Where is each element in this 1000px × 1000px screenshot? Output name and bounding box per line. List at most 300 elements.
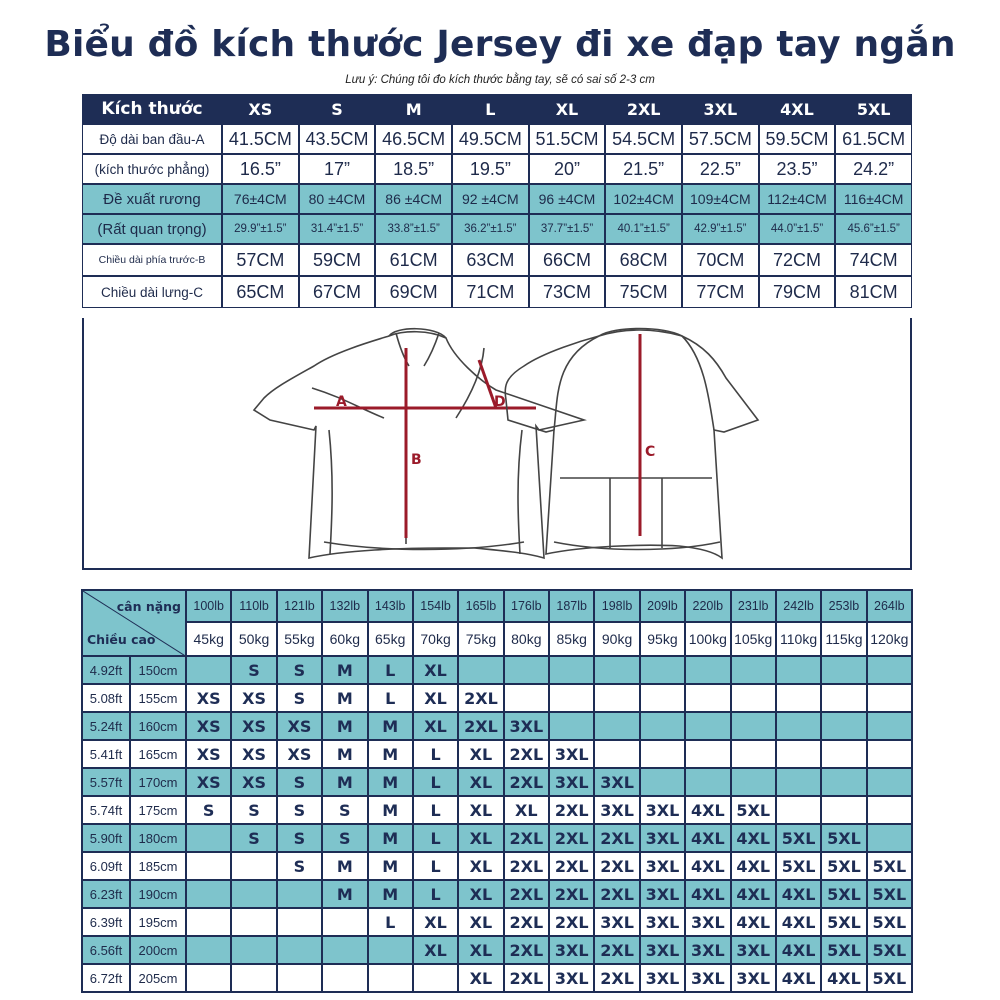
fit-size-cell: S: [277, 824, 322, 852]
fit-size-cell: [640, 656, 685, 684]
fit-size-cell: 2XL: [594, 852, 639, 880]
fit-size-cell: [277, 880, 322, 908]
size-cell: 68CM: [605, 244, 682, 276]
fit-size-cell: [685, 684, 730, 712]
size-cell: 79CM: [759, 276, 836, 308]
size-cell: 36.2”±1.5”: [452, 214, 529, 244]
size-cell: 19.5”: [452, 154, 529, 184]
size-cell: 74CM: [835, 244, 912, 276]
fit-size-cell: 2XL: [549, 880, 594, 908]
size-header-label: Kích thước: [82, 94, 222, 124]
fit-size-cell: L: [413, 796, 458, 824]
size-row-label: Đề xuất rương: [82, 184, 222, 214]
weight-kg-header: 110kg: [776, 622, 821, 656]
corner-height-label: Chiều cao: [87, 632, 156, 647]
size-cell: 92 ±4CM: [452, 184, 529, 214]
fit-size-cell: [549, 656, 594, 684]
size-cell: 59CM: [299, 244, 376, 276]
fit-size-cell: [821, 796, 866, 824]
weight-kg-header: 60kg: [322, 622, 367, 656]
height-cm-label: 190cm: [130, 880, 186, 908]
height-ft-label: 6.23ft: [82, 880, 130, 908]
height-cm-label: 205cm: [130, 964, 186, 992]
fit-size-cell: [231, 880, 276, 908]
fit-size-cell: [594, 740, 639, 768]
fit-size-cell: [776, 712, 821, 740]
fit-size-cell: 2XL: [594, 880, 639, 908]
fit-size-cell: [867, 712, 912, 740]
size-row-label: Chiều dài phía trước-B: [82, 244, 222, 276]
fit-size-cell: [231, 852, 276, 880]
fit-size-cell: [186, 880, 231, 908]
fit-size-cell: [413, 964, 458, 992]
front-side-panel-right: [518, 430, 522, 554]
fit-size-cell: [504, 656, 549, 684]
fit-size-cell: [186, 852, 231, 880]
size-cell: 109±4CM: [682, 184, 759, 214]
fit-size-cell: 3XL: [640, 880, 685, 908]
fit-size-cell: 4XL: [731, 852, 776, 880]
size-cell: 31.4”±1.5”: [299, 214, 376, 244]
fit-size-cell: 4XL: [731, 908, 776, 936]
fit-size-cell: S: [277, 768, 322, 796]
fit-size-cell: XL: [458, 936, 503, 964]
size-cell: 21.5”: [605, 154, 682, 184]
fit-size-cell: 2XL: [504, 880, 549, 908]
fit-size-cell: L: [368, 656, 413, 684]
fit-size-cell: [731, 684, 776, 712]
height-ft-label: 5.90ft: [82, 824, 130, 852]
fit-size-cell: [685, 768, 730, 796]
size-cell: 59.5CM: [759, 124, 836, 154]
fit-size-cell: M: [368, 712, 413, 740]
weight-kg-header: 50kg: [231, 622, 276, 656]
height-ft-label: 5.24ft: [82, 712, 130, 740]
size-cell: 17”: [299, 154, 376, 184]
fit-size-cell: 5XL: [821, 880, 866, 908]
jersey-diagram: [84, 318, 910, 568]
size-cell: 57CM: [222, 244, 299, 276]
fit-size-cell: M: [368, 880, 413, 908]
size-header-m: M: [375, 94, 452, 124]
fit-size-cell: XS: [231, 740, 276, 768]
fit-size-cell: [277, 936, 322, 964]
fit-size-cell: XS: [277, 712, 322, 740]
size-cell: 73CM: [529, 276, 606, 308]
fit-size-cell: L: [413, 880, 458, 908]
label-c: C: [645, 444, 656, 460]
fit-size-cell: 2XL: [549, 908, 594, 936]
height-ft-label: 4.92ft: [82, 656, 130, 684]
size-cell: 43.5CM: [299, 124, 376, 154]
fit-size-cell: [186, 824, 231, 852]
size-header-xl: XL: [529, 94, 606, 124]
fit-size-cell: [549, 712, 594, 740]
fit-size-cell: L: [368, 908, 413, 936]
weight-lb-header: 165lb: [458, 590, 503, 622]
fit-size-cell: [277, 908, 322, 936]
fit-size-cell: [322, 964, 367, 992]
size-cell: 42.9”±1.5”: [682, 214, 759, 244]
fit-size-cell: S: [186, 796, 231, 824]
size-row-label: (kích thước phẳng): [82, 154, 222, 184]
size-cell: 70CM: [682, 244, 759, 276]
size-cell: 65CM: [222, 276, 299, 308]
fit-size-cell: XL: [504, 796, 549, 824]
fit-size-cell: [186, 656, 231, 684]
weight-kg-header: 70kg: [413, 622, 458, 656]
size-header-3xl: 3XL: [682, 94, 759, 124]
weight-lb-header: 220lb: [685, 590, 730, 622]
size-header-4xl: 4XL: [759, 94, 836, 124]
fit-size-cell: M: [322, 880, 367, 908]
size-header-l: L: [452, 94, 529, 124]
fit-size-cell: 3XL: [594, 768, 639, 796]
fit-size-cell: XL: [413, 908, 458, 936]
size-cell: 76±4CM: [222, 184, 299, 214]
fit-size-cell: 3XL: [549, 964, 594, 992]
fit-size-cell: 3XL: [685, 936, 730, 964]
fit-size-cell: 3XL: [504, 712, 549, 740]
fit-size-cell: XL: [458, 768, 503, 796]
fit-size-cell: [731, 768, 776, 796]
fit-size-cell: 3XL: [549, 936, 594, 964]
weight-lb-header: 110lb: [231, 590, 276, 622]
size-cell: 81CM: [835, 276, 912, 308]
fit-size-cell: XS: [186, 768, 231, 796]
fit-size-cell: [685, 712, 730, 740]
fit-size-cell: [685, 740, 730, 768]
fit-size-cell: [776, 656, 821, 684]
weight-kg-header: 80kg: [504, 622, 549, 656]
fit-size-cell: XS: [277, 740, 322, 768]
fit-size-cell: 2XL: [458, 684, 503, 712]
fit-size-cell: S: [322, 796, 367, 824]
fit-size-cell: [821, 684, 866, 712]
fit-size-cell: XL: [458, 824, 503, 852]
fit-size-cell: 5XL: [821, 824, 866, 852]
fit-size-cell: 4XL: [731, 824, 776, 852]
fit-size-cell: M: [368, 824, 413, 852]
fit-size-cell: [867, 740, 912, 768]
height-ft-label: 6.39ft: [82, 908, 130, 936]
weight-lb-header: 187lb: [549, 590, 594, 622]
fit-size-cell: 3XL: [640, 852, 685, 880]
height-cm-label: 185cm: [130, 852, 186, 880]
fit-size-cell: 5XL: [821, 908, 866, 936]
height-cm-label: 160cm: [130, 712, 186, 740]
fit-size-cell: [186, 936, 231, 964]
size-chart-table: [0, 0, 1000, 330]
fit-size-cell: [821, 656, 866, 684]
fit-size-cell: M: [322, 712, 367, 740]
fit-size-cell: XS: [231, 684, 276, 712]
fit-size-cell: [504, 684, 549, 712]
fit-size-cell: M: [368, 740, 413, 768]
fit-size-cell: 3XL: [594, 908, 639, 936]
fit-size-cell: 5XL: [867, 908, 912, 936]
fit-size-cell: 2XL: [504, 936, 549, 964]
fit-size-cell: [640, 768, 685, 796]
size-cell: 51.5CM: [529, 124, 606, 154]
fit-size-cell: [731, 656, 776, 684]
fit-size-cell: [594, 656, 639, 684]
size-header-2xl: 2XL: [605, 94, 682, 124]
fit-size-cell: S: [231, 656, 276, 684]
fit-size-cell: 2XL: [549, 852, 594, 880]
height-cm-label: 200cm: [130, 936, 186, 964]
fit-size-cell: [731, 740, 776, 768]
height-cm-label: 165cm: [130, 740, 186, 768]
label-b: B: [411, 452, 422, 468]
fit-size-cell: 5XL: [821, 852, 866, 880]
size-cell: 63CM: [452, 244, 529, 276]
fit-size-cell: S: [231, 796, 276, 824]
fit-size-cell: [277, 964, 322, 992]
weight-kg-header: 75kg: [458, 622, 503, 656]
fit-size-cell: S: [277, 852, 322, 880]
label-d: D: [494, 394, 506, 410]
fit-size-cell: [231, 908, 276, 936]
fit-size-cell: 3XL: [594, 796, 639, 824]
fit-size-cell: 5XL: [731, 796, 776, 824]
front-jersey-outline: [254, 332, 584, 558]
fit-size-cell: S: [277, 796, 322, 824]
size-cell: 102±4CM: [605, 184, 682, 214]
size-cell: 116±4CM: [835, 184, 912, 214]
size-cell: 54.5CM: [605, 124, 682, 154]
size-cell: 23.5”: [759, 154, 836, 184]
front-side-panel-left: [329, 430, 332, 554]
size-cell: 72CM: [759, 244, 836, 276]
height-cm-label: 180cm: [130, 824, 186, 852]
fit-size-cell: M: [322, 768, 367, 796]
size-row-label: (Rất quan trọng): [82, 214, 222, 244]
size-cell: 29.9”±1.5”: [222, 214, 299, 244]
fit-size-cell: 2XL: [549, 824, 594, 852]
fit-size-cell: M: [322, 684, 367, 712]
height-ft-label: 5.57ft: [82, 768, 130, 796]
fit-size-cell: 2XL: [504, 908, 549, 936]
fit-size-cell: XL: [458, 852, 503, 880]
fit-size-cell: 5XL: [776, 852, 821, 880]
front-raglan-left: [312, 388, 384, 418]
weight-lb-header: 132lb: [322, 590, 367, 622]
fit-size-cell: 2XL: [504, 852, 549, 880]
back-raglan-right: [682, 336, 714, 430]
fit-size-cell: [640, 740, 685, 768]
fit-size-cell: [776, 796, 821, 824]
fit-size-cell: XL: [458, 880, 503, 908]
fit-size-cell: 4XL: [776, 908, 821, 936]
fit-size-cell: S: [277, 656, 322, 684]
fit-size-cell: [867, 824, 912, 852]
weight-lb-header: 121lb: [277, 590, 322, 622]
fit-size-cell: 2XL: [458, 712, 503, 740]
front-measure-lines: [314, 348, 536, 538]
size-cell: 86 ±4CM: [375, 184, 452, 214]
size-cell: 45.6”±1.5”: [835, 214, 912, 244]
fit-size-cell: M: [322, 852, 367, 880]
fit-size-cell: 4XL: [776, 936, 821, 964]
fit-size-cell: XL: [458, 908, 503, 936]
fit-size-cell: [776, 740, 821, 768]
fit-size-cell: 2XL: [504, 824, 549, 852]
back-jersey-outline: [505, 330, 758, 558]
fit-size-cell: [368, 964, 413, 992]
height-cm-label: 170cm: [130, 768, 186, 796]
corner-weight-label: cân nặng: [116, 599, 181, 614]
height-ft-label: 6.09ft: [82, 852, 130, 880]
weight-kg-header: 105kg: [731, 622, 776, 656]
size-cell: 75CM: [605, 276, 682, 308]
fit-size-cell: XS: [231, 768, 276, 796]
jersey-diagram-panel: [82, 318, 912, 570]
label-a: A: [336, 394, 347, 410]
front-jersey: [254, 329, 584, 558]
fit-size-cell: 2XL: [594, 936, 639, 964]
fit-size-cell: 2XL: [504, 964, 549, 992]
fit-size-cell: 3XL: [731, 964, 776, 992]
weight-lb-header: 253lb: [821, 590, 866, 622]
weight-kg-header: 90kg: [594, 622, 639, 656]
weight-kg-header: 45kg: [186, 622, 231, 656]
fit-size-cell: 4XL: [821, 964, 866, 992]
fit-size-cell: [549, 684, 594, 712]
fit-size-cell: XS: [186, 712, 231, 740]
size-cell: 33.8”±1.5”: [375, 214, 452, 244]
fit-size-cell: 4XL: [685, 824, 730, 852]
fit-size-cell: [685, 656, 730, 684]
fit-size-cell: [186, 964, 231, 992]
height-cm-label: 195cm: [130, 908, 186, 936]
height-ft-label: 5.74ft: [82, 796, 130, 824]
fit-size-cell: XL: [458, 796, 503, 824]
weight-lb-header: 143lb: [368, 590, 413, 622]
size-cell: 77CM: [682, 276, 759, 308]
fit-size-cell: XL: [413, 656, 458, 684]
fit-size-cell: 5XL: [867, 880, 912, 908]
fit-size-cell: M: [368, 852, 413, 880]
fit-size-cell: 3XL: [549, 768, 594, 796]
weight-kg-header: 65kg: [368, 622, 413, 656]
weight-lb-header: 242lb: [776, 590, 821, 622]
weight-kg-header: 55kg: [277, 622, 322, 656]
weight-kg-header: 95kg: [640, 622, 685, 656]
fit-size-cell: XS: [231, 712, 276, 740]
fit-size-cell: [867, 656, 912, 684]
fit-size-cell: [776, 768, 821, 796]
size-cell: 66CM: [529, 244, 606, 276]
height-ft-label: 6.72ft: [82, 964, 130, 992]
fit-size-cell: M: [368, 796, 413, 824]
fit-size-cell: 4XL: [776, 964, 821, 992]
fit-size-cell: XL: [413, 712, 458, 740]
size-cell: 44.0”±1.5”: [759, 214, 836, 244]
fit-size-cell: M: [368, 768, 413, 796]
size-row-label: Chiều dài lưng-C: [82, 276, 222, 308]
front-collar-right: [424, 333, 439, 366]
fit-size-cell: 3XL: [640, 964, 685, 992]
size-cell: 18.5”: [375, 154, 452, 184]
fit-size-cell: L: [413, 852, 458, 880]
fit-size-cell: [821, 740, 866, 768]
height-cm-label: 175cm: [130, 796, 186, 824]
size-cell: 69CM: [375, 276, 452, 308]
fit-size-cell: 2XL: [594, 824, 639, 852]
size-cell: 22.5”: [682, 154, 759, 184]
weight-lb-header: 198lb: [594, 590, 639, 622]
weight-lb-header: 264lb: [867, 590, 912, 622]
fit-size-cell: 4XL: [776, 880, 821, 908]
weight-lb-header: 100lb: [186, 590, 231, 622]
fit-size-cell: L: [368, 684, 413, 712]
fit-size-cell: XL: [458, 740, 503, 768]
fit-size-cell: 5XL: [776, 824, 821, 852]
fit-size-cell: XL: [413, 936, 458, 964]
fit-size-cell: [867, 684, 912, 712]
fit-size-cell: [322, 908, 367, 936]
fit-size-cell: [231, 936, 276, 964]
fit-size-cell: 5XL: [867, 964, 912, 992]
size-cell: 67CM: [299, 276, 376, 308]
fit-size-cell: XL: [413, 684, 458, 712]
fit-size-cell: [368, 936, 413, 964]
fit-size-cell: XL: [458, 964, 503, 992]
fit-size-cell: M: [322, 656, 367, 684]
fit-size-cell: [821, 712, 866, 740]
size-cell: 37.7”±1.5”: [529, 214, 606, 244]
fit-size-cell: 5XL: [821, 936, 866, 964]
fit-size-cell: [594, 712, 639, 740]
fit-size-cell: 3XL: [640, 796, 685, 824]
fit-size-cell: XS: [186, 684, 231, 712]
fit-size-cell: S: [277, 684, 322, 712]
fit-size-cell: [776, 684, 821, 712]
weight-kg-header: 120kg: [867, 622, 912, 656]
fit-size-cell: 3XL: [685, 908, 730, 936]
fit-size-cell: XS: [186, 740, 231, 768]
fit-table-corner: [82, 590, 186, 656]
weight-lb-header: 209lb: [640, 590, 685, 622]
weight-lb-header: 176lb: [504, 590, 549, 622]
fit-size-cell: 3XL: [685, 964, 730, 992]
measurement-note: Lưu ý: Chúng tôi đo kích thước bằng tay, sẽ có sai số 2-3 cm: [345, 74, 655, 86]
size-cell: 20”: [529, 154, 606, 184]
weight-lb-header: 231lb: [731, 590, 776, 622]
size-header-xs: XS: [222, 94, 299, 124]
fit-size-cell: 5XL: [867, 852, 912, 880]
size-cell: 46.5CM: [375, 124, 452, 154]
fit-size-cell: [821, 768, 866, 796]
fit-size-cell: [186, 908, 231, 936]
fit-size-cell: S: [231, 824, 276, 852]
height-cm-label: 150cm: [130, 656, 186, 684]
fit-size-cell: [731, 712, 776, 740]
height-cm-label: 155cm: [130, 684, 186, 712]
fit-size-cell: 3XL: [731, 936, 776, 964]
fit-size-cell: [640, 684, 685, 712]
size-header-5xl: 5XL: [835, 94, 912, 124]
fit-size-cell: 2XL: [504, 740, 549, 768]
height-ft-label: 5.08ft: [82, 684, 130, 712]
fit-size-cell: S: [322, 824, 367, 852]
fit-size-cell: 4XL: [731, 880, 776, 908]
weight-kg-header: 115kg: [821, 622, 866, 656]
fit-size-cell: [322, 936, 367, 964]
fit-size-cell: [458, 656, 503, 684]
size-cell: 49.5CM: [452, 124, 529, 154]
